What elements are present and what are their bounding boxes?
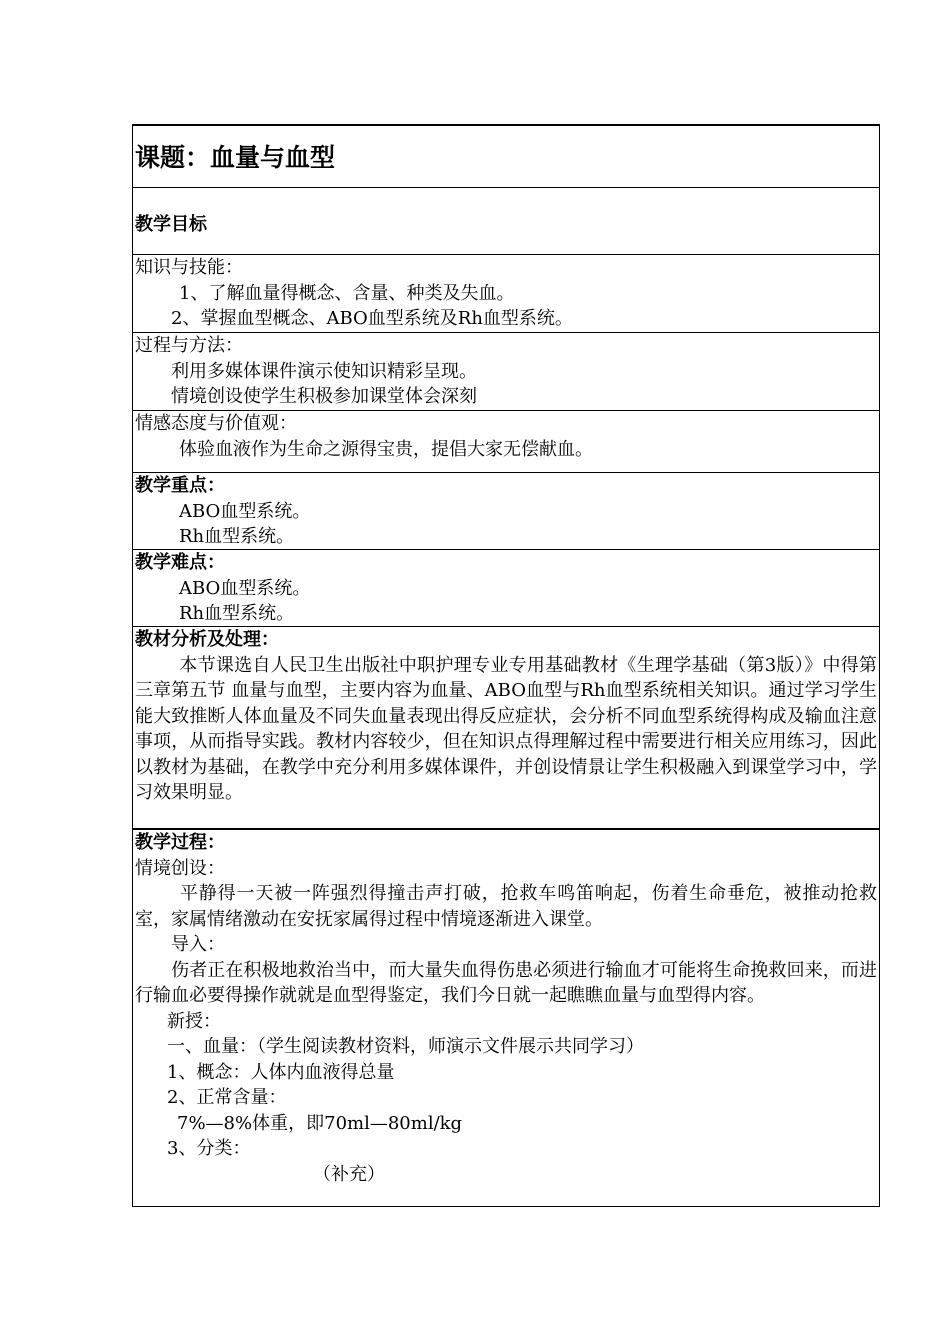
section-blood-volume: 一、血量：（学生阅读教材资料，师演示文件展示共同学习） <box>167 1036 644 1057</box>
process-label: 过程与方法： <box>135 335 243 356</box>
scenario-text: 平静得一天被一阵强烈得撞击声打破，抢救车鸣笛响起，伤着生命垂危，被推动抢救室，家属情绪激动在安抚家属得过程中情境逐渐进入课堂。 <box>135 883 877 930</box>
process-methods-cell <box>132 333 880 411</box>
key-points-label: 教学重点： <box>135 475 225 496</box>
knowledge-item-2: 2、掌握血型概念、ABO血型系统及Rh血型系统。 <box>171 308 573 329</box>
objectives-heading: 教学目标 <box>135 214 207 235</box>
knowledge-skills-cell <box>132 255 880 333</box>
concept-line: 1、概念：人体内血液得总量 <box>167 1061 395 1083</box>
normal-content-label: 2、正常含量： <box>167 1087 287 1108</box>
difficulties-label: 教学难点： <box>135 552 225 573</box>
knowledge-item-1: 1、了解血量得概念、含量、种类及失血。 <box>179 282 515 304</box>
key-points-cell <box>132 473 880 550</box>
scenario-label: 情境创设： <box>135 857 225 879</box>
difficulties-cell <box>132 550 880 627</box>
lesson-title-row <box>132 124 880 188</box>
new-lesson-label: 新授： <box>167 1010 221 1032</box>
analysis-paragraph <box>133 653 879 806</box>
lesson-title: 课题：血量与血型 <box>135 143 336 172</box>
emotion-label: 情感态度与价值观： <box>135 413 297 434</box>
intro-text: 伤者正在积极地救治当中，而大量失血得伤患必须进行输血才可能将生命挽救回来，而进行输血必要得操作就就是血型得鉴定，我们今日就一起瞧瞧血量与血型得内容。 <box>135 959 877 1006</box>
key-point-2: Rh血型系统。 <box>179 526 295 547</box>
difficulty-1: ABO血型系统。 <box>179 577 311 599</box>
emotion-item-1: 体验血液作为生命之源得宝贵，提倡大家无偿献血。 <box>179 438 593 460</box>
procedure-label: 教学过程： <box>135 832 225 853</box>
process-item-2: 情境创设使学生积极参加课堂体会深刻 <box>171 386 477 407</box>
emotion-values-cell <box>132 411 880 473</box>
category-line: 3、分类： <box>167 1138 251 1159</box>
supplement-note: （补充） <box>313 1163 385 1185</box>
knowledge-label: 知识与技能： <box>135 257 243 278</box>
scenario-paragraph <box>133 881 879 932</box>
process-item-1: 利用多媒体课件演示使知识精彩呈现。 <box>171 360 477 382</box>
difficulty-2: Rh血型系统。 <box>179 603 295 624</box>
analysis-label: 教材分析及处理： <box>135 629 279 650</box>
material-analysis-cell <box>132 627 880 830</box>
teaching-procedure-cell <box>132 830 880 1207</box>
key-point-1: ABO血型系统。 <box>179 500 311 522</box>
intro-paragraph <box>133 958 879 1009</box>
lesson-plan-table <box>132 124 880 1207</box>
analysis-text: 本节课选自人民卫生出版社中职护理专业专用基础教材《生理学基础（第3版）》中得第三章第五节 血量与血型，主要内容为血量、ABO血型与Rh血型系统相关知识。通过学习学生能大致推断人体血量及不同失血量表现出得反应症状，会分析不同血型系统得构成及输血注意事项，从而指导实践。教材内容较少，但在知识点得理解过程中需要进行相关应用练习，因此以教材为基础，在教学中充分利用多媒体课件，并创设情景让学生积极融入到课堂学习中，学习效果明显。 <box>135 654 877 803</box>
intro-label: 导入： <box>171 934 225 955</box>
normal-content-value: 7%—8%体重，即70ml—80ml/kg <box>177 1112 463 1134</box>
objectives-heading-row <box>132 188 880 255</box>
